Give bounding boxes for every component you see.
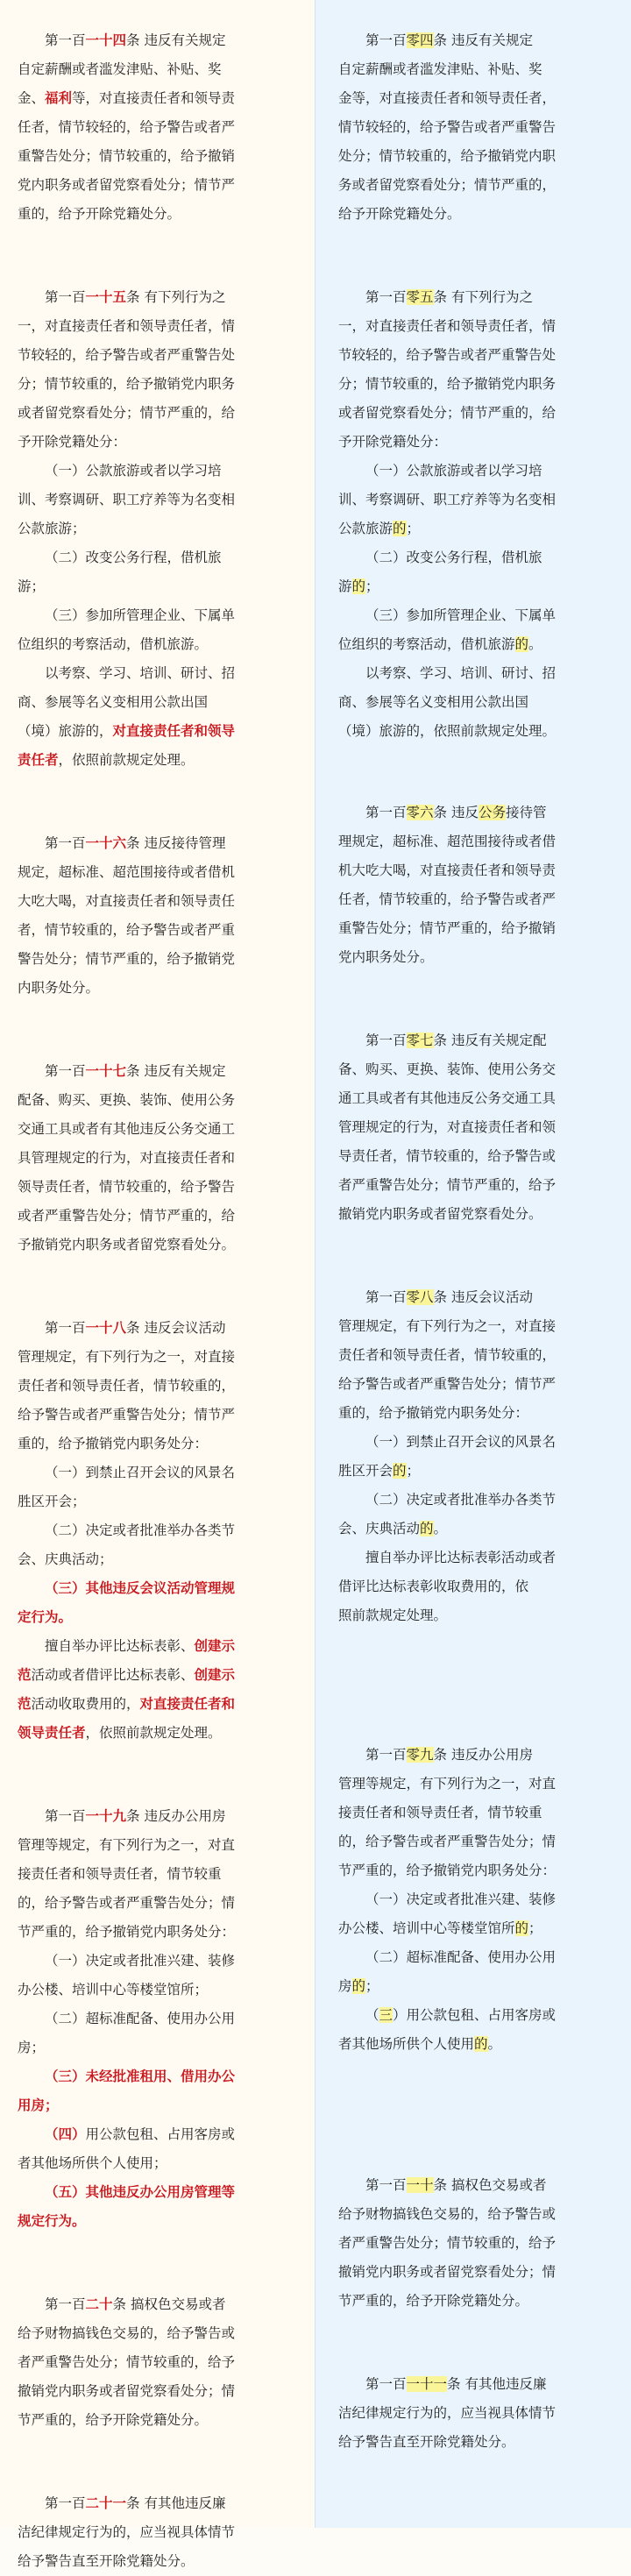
text-line: 商、参展等名义变相用公款出国 — [18, 694, 209, 710]
text-line: 或者严重警告处分；情节严重的，给 — [18, 1208, 236, 1224]
text-line: 游 — [338, 578, 352, 594]
text-line: 节严重的，给予撤销党内职务处分： — [18, 1924, 236, 1940]
article-text — [18, 2290, 294, 2435]
article-text — [338, 1741, 613, 1885]
text-line: 胜区开会 — [338, 1463, 393, 1479]
paragraph — [18, 1632, 294, 1748]
text-line: 管理等规定，有下列行为之一，对直 — [18, 1837, 236, 1853]
article-number: 零七 — [406, 1033, 434, 1048]
list-item — [18, 543, 294, 601]
list-item — [338, 1486, 613, 1543]
highlight: 的 — [514, 636, 529, 652]
text-line: 撤销党内职务或者留党察看处分。 — [338, 1206, 542, 1222]
article-number: 零八 — [406, 1289, 434, 1305]
text-line: 重的，给予开除党籍处分。 — [18, 206, 181, 222]
text-line: 者严重警告处分；情节较重的，给予 — [338, 2235, 557, 2251]
red-text: （三）其他违反会议活动管理规 — [45, 1580, 236, 1596]
article-text — [338, 283, 613, 457]
highlight: 的 — [420, 1521, 434, 1536]
text-line: 等，对直接责任者和领导责 — [72, 90, 236, 106]
text-line: 会、庆典活动 — [338, 1521, 421, 1536]
article-number: 一十 — [406, 2177, 434, 2193]
text-line: 管理规定，有下列行为之一，对直接 — [338, 1318, 557, 1334]
text-line: 以考察、学习、培训、研讨、招 — [365, 665, 557, 681]
text-line: 情节较轻的，给予警告或者严重警告 — [338, 119, 557, 135]
text-line: （境）旅游的，依照前款规定处理。 — [338, 723, 557, 739]
article-prefix: 第一百 — [365, 805, 407, 820]
text-line: 配备、购买、更换、装饰、使用公务 — [18, 1092, 236, 1108]
paragraph — [18, 659, 294, 775]
text-line: 管理规定，有下列行为之一，对直接 — [18, 1349, 236, 1365]
red-text: （五）其他违反办公用房管理等 — [45, 2184, 236, 2200]
red-text: 责任者 — [18, 752, 59, 768]
article-text — [18, 283, 294, 457]
text-line: 给予财物搞钱色交易的，给予警告或 — [18, 2325, 236, 2341]
article-heading: 条 有其他违反廉 — [126, 2495, 226, 2511]
article-text — [18, 2489, 294, 2576]
text-line: 内职务处分。 — [18, 980, 100, 996]
text-line: （二）改变公务行程，借机旅 — [365, 550, 542, 565]
text-line: （ — [365, 2007, 379, 2023]
article-number: 一十八 — [85, 1320, 127, 1336]
text-line: 撤销党内职务或者留党察看处分；情 — [338, 2264, 557, 2280]
text-line: 给予财物搞钱色交易的，给予警告或 — [338, 2206, 557, 2222]
text-line: 务或者留党察看处分；情节严重的， — [338, 177, 557, 193]
text-line: 给予开除党籍处分。 — [338, 206, 461, 222]
text-line: （一）到禁止召开会议的风景名 — [365, 1434, 557, 1450]
article-prefix: 第一百 — [365, 2376, 407, 2392]
text-line: 房 — [338, 1978, 352, 1994]
article-heading: 条 违反接待管理 — [126, 835, 226, 851]
article-number: 零九 — [406, 1747, 434, 1763]
text-line: ； — [528, 1920, 542, 1936]
article-text — [18, 1314, 294, 1458]
text-line: 责任者和领导责任者，情节较重的， — [18, 1378, 236, 1394]
list-item — [18, 2005, 294, 2062]
right-column-old-version — [316, 0, 631, 2528]
text-line: 房； — [18, 2040, 46, 2055]
article-heading: 条 违反办公用房 — [433, 1747, 533, 1763]
article-number: 零五 — [406, 289, 434, 305]
list-item — [18, 1458, 294, 1516]
article-prefix: 第一百 — [45, 1808, 86, 1824]
text-line: 节严重的，给予开除党籍处分。 — [338, 2293, 529, 2309]
article-number: 一十四 — [85, 32, 127, 48]
article-111 — [338, 2370, 613, 2457]
text-line: 大吃大喝，对直接责任者和领导责任 — [18, 893, 236, 909]
text-line: 管理规定的行为，对直接责任者和领 — [338, 1119, 557, 1135]
article-prefix: 第一百 — [365, 1747, 407, 1763]
text-line: 给予警告或者严重警告处分；情节严 — [18, 1407, 236, 1423]
article-prefix: 第一百 — [45, 2495, 86, 2511]
text-line: 责任者和领导责任者，情节较重的， — [338, 1347, 557, 1363]
article-prefix: 第一百 — [45, 1063, 86, 1079]
article-prefix: 第一百 — [45, 2296, 86, 2312]
article-text — [338, 2171, 613, 2316]
article-text — [18, 1057, 294, 1260]
article-text — [338, 1026, 613, 1229]
text-line: 警告处分；情节严重的，给予撤销党 — [18, 951, 236, 967]
highlight: 三 — [379, 2007, 393, 2023]
text-line: 者其他场所供个人使用； — [18, 2155, 167, 2171]
article-heading: 条 违反办公用房 — [126, 1808, 226, 1824]
text-line: ； — [365, 1978, 379, 1994]
text-line: 导责任者，情节较重的，给予警告或 — [338, 1148, 557, 1164]
list-item — [18, 1516, 294, 1574]
text-line: 活动或者借评比达标表彰、 — [31, 1667, 195, 1683]
red-text: （三）未经批准租用、借用办公 — [45, 2069, 236, 2084]
text-line: 规定，超标准、超范围接待或者借机 — [18, 864, 236, 880]
list-item — [338, 2001, 613, 2059]
text-line: 自定薪酬或者滥发津贴、补贴、奖 — [338, 61, 542, 77]
text-line: 者严重警告处分；情节较重的，给予 — [18, 2354, 236, 2370]
highlight: 的 — [474, 2036, 488, 2052]
red-text: 领导责任者 — [18, 1725, 86, 1741]
article-heading: 条 违反有关规定 — [126, 1063, 226, 1079]
article-107 — [338, 1026, 613, 1229]
text-line: （一）到禁止召开会议的风景名 — [45, 1465, 236, 1480]
red-text: 范 — [18, 1667, 32, 1683]
text-line: 胜区开会； — [18, 1494, 86, 1509]
text-line: 公款旅游 — [338, 521, 393, 536]
text-line: （境）旅游的， — [18, 723, 113, 739]
text-line: （三）参加所管理企业、下属单 — [45, 607, 236, 623]
list-item — [338, 1428, 613, 1486]
red-text: 规定行为。 — [18, 2213, 86, 2229]
article-heading: 条 违反有关规定配 — [433, 1033, 547, 1048]
text-line: 给予警告直至开除党籍处分。 — [18, 2553, 195, 2569]
article-heading: 条 搞权色交易或者 — [112, 2296, 226, 2312]
article-number: 零六 — [406, 805, 434, 820]
article-heading: 条 违反会议活动 — [433, 1289, 533, 1305]
highlight: 的 — [393, 1463, 407, 1479]
text-line: 照前款规定处理。 — [338, 1607, 448, 1623]
text-line: 节严重的，给予撤销党内职务处分： — [338, 1863, 557, 1878]
article-prefix: 第一百 — [45, 835, 86, 851]
text-line: 商、参展等名义变相用公款出国 — [338, 694, 529, 710]
red-text: 福利 — [45, 90, 73, 106]
text-line: （二）决定或者批准举办各类节 — [365, 1492, 557, 1508]
article-prefix: 第一百 — [45, 289, 86, 305]
text-line: 管理等规定，有下列行为之一，对直 — [338, 1776, 557, 1792]
article-120 — [18, 2290, 294, 2435]
text-line: 会、庆典活动； — [18, 1551, 113, 1567]
article-text — [338, 2370, 613, 2457]
text-line: 。 — [433, 1521, 448, 1536]
text-line: 具管理规定的行为，对直接责任者和 — [18, 1150, 236, 1166]
text-line: 交通工具或者有其他违反公务交通工 — [18, 1121, 236, 1137]
red-text: 范 — [18, 1696, 32, 1712]
article-heading: 条 违反有关规定 — [126, 32, 226, 48]
article-118 — [18, 1314, 294, 1748]
article-heading: 条 搞权色交易或者 — [433, 2177, 547, 2193]
list-item — [338, 457, 613, 543]
text-line: 位组织的考察活动，借机旅游 — [338, 636, 515, 652]
article-121 — [18, 2489, 294, 2576]
text-line: 借评比达标表彰收取费用的，依 — [338, 1579, 529, 1594]
text-line: 金等，对直接责任者和领导责任者， — [338, 90, 557, 106]
article-119 — [18, 1802, 294, 2236]
highlight: 的 — [514, 1920, 529, 1936]
article-text — [338, 1283, 613, 1428]
text-line: 节较轻的，给予警告或者严重警告处 — [18, 347, 236, 363]
article-116 — [18, 829, 294, 1003]
text-line: （一）公款旅游或者以学习培 — [45, 463, 222, 479]
text-line: 用公款包租、占用客房或 — [85, 2126, 236, 2142]
text-line: 公款旅游； — [18, 521, 86, 536]
article-prefix: 第一百 — [365, 32, 407, 48]
text-line: 处分；情节较重的，给予撤销党内职 — [338, 148, 557, 164]
paragraph — [338, 659, 613, 746]
highlight: 的 — [351, 1978, 366, 1994]
text-line: 位组织的考察活动，借机旅游。 — [18, 636, 209, 652]
text-line: （二）超标准配备、使用办公用 — [45, 2011, 236, 2026]
text-line: 接责任者和领导责任者，情节较重 — [338, 1805, 542, 1820]
text-line: （一）决定或者批准兴建、装修 — [45, 1953, 236, 1969]
article-heading: 条 有其他违反廉 — [447, 2376, 547, 2392]
text-line: 给予警告直至开除党籍处分。 — [338, 2434, 515, 2450]
article-115 — [18, 283, 294, 775]
article-number: 一十七 — [85, 1063, 127, 1079]
text-line: （二）改变公务行程，借机旅 — [45, 550, 222, 565]
text-line: 的，给予警告或者严重警告处分；情 — [338, 1834, 557, 1849]
text-line: 节较轻的，给予警告或者严重警告处 — [338, 347, 557, 363]
left-column-new-version — [0, 0, 316, 2569]
text-line: 予开除党籍处分： — [338, 434, 448, 450]
article-prefix: 第一百 — [365, 1033, 407, 1048]
text-line: 任者，情节较重的，给予警告或者严 — [338, 891, 557, 907]
text-line: 任者，情节较轻的，给予警告或者严 — [18, 119, 236, 135]
text-line: 备、购买、更换、装饰、使用公务交 — [338, 1061, 557, 1077]
text-line: 办公楼、培训中心等楼堂馆所； — [18, 1982, 209, 1998]
list-item-added — [18, 1574, 294, 1632]
red-text: 对直接责任者和 — [139, 1696, 236, 1712]
text-line: 者严重警告处分；情节严重的，给予 — [338, 1177, 557, 1193]
text-line: 的，给予警告或者严重警告处分；情 — [18, 1895, 236, 1911]
list-item — [18, 457, 294, 543]
text-line: 洁纪律规定行为的，应当视具体情节 — [18, 2524, 236, 2540]
article-109 — [338, 1741, 613, 2059]
text-line: （三）参加所管理企业、下属单 — [365, 607, 557, 623]
text-line: 理规定，超标准、超范围接待或者借 — [338, 834, 557, 849]
text-line: ，依照前款规定处理。 — [58, 752, 195, 768]
article-number: 一十五 — [85, 289, 127, 305]
text-line: 。 — [528, 636, 542, 652]
text-line: 党内职务处分。 — [338, 949, 434, 965]
text-line: 节严重的，给予开除党籍处分。 — [18, 2412, 209, 2428]
article-text — [338, 798, 613, 972]
article-110 — [338, 2171, 613, 2316]
article-prefix: 第一百 — [365, 289, 407, 305]
text-line: （二）决定或者批准举办各类节 — [45, 1522, 236, 1538]
red-text: 用房； — [18, 2097, 59, 2113]
text-line: （一）公款旅游或者以学习培 — [365, 463, 542, 479]
text-line: 予开除党籍处分： — [18, 434, 127, 450]
red-text: （四） — [45, 2126, 86, 2142]
highlight: 公务 — [478, 805, 506, 820]
text-line: ； — [365, 578, 379, 594]
article-heading: 条 有下列行为之 — [433, 289, 533, 305]
text-line: 洁纪律规定行为的，应当视具体情节 — [338, 2405, 557, 2421]
highlight: 的 — [351, 578, 366, 594]
article-heading: 条 违反会议活动 — [126, 1320, 226, 1336]
text-line: 撤销党内职务或者留党察看处分；情 — [18, 2383, 236, 2399]
text-line: 金、 — [18, 90, 46, 106]
text-line: 分；情节较重的，给予撤销党内职务 — [338, 376, 557, 392]
text-line: 接待管 — [505, 805, 547, 820]
list-item-added — [18, 2062, 294, 2120]
article-heading: 条 违反有关规定 — [433, 32, 533, 48]
text-line: ，依照前款规定处理。 — [85, 1725, 222, 1741]
text-line: 训、考察调研、职工疗养等为名变相 — [18, 492, 236, 507]
text-line: 机大吃大喝，对直接责任者和领导责 — [338, 862, 557, 878]
text-line: （一）决定或者批准兴建、装修 — [365, 1891, 557, 1907]
text-line: 以考察、学习、培训、研讨、招 — [45, 665, 236, 681]
article-106 — [338, 798, 613, 972]
list-item-added — [18, 2178, 294, 2236]
text-line: 游； — [18, 578, 46, 594]
article-114 — [18, 26, 294, 229]
highlight: 的 — [393, 521, 407, 536]
text-line: 擅自举办评比达标表彰活动或者 — [365, 1550, 557, 1565]
text-line: ； — [406, 521, 421, 536]
list-item — [18, 601, 294, 659]
article-text — [18, 829, 294, 1003]
text-line: 一，对直接责任者和领导责任者，情 — [18, 318, 236, 334]
text-line: 通工具或者有其他违反公务交通工具 — [338, 1090, 557, 1106]
red-text: 对直接责任者和领导 — [112, 723, 236, 739]
text-line: 者其他场所供个人使用 — [338, 2036, 475, 2052]
article-prefix: 第一百 — [45, 1320, 86, 1336]
text-line: 重的，给予撤销党内职务处分： — [338, 1405, 529, 1421]
article-number: 一十六 — [85, 835, 127, 851]
text-line: 重的，给予撤销党内职务处分： — [18, 1436, 209, 1451]
article-heading: 条 有下列行为之 — [126, 289, 226, 305]
text-line: 重警告处分；情节较重的，给予撤销 — [18, 148, 236, 164]
article-prefix: 第一百 — [365, 2177, 407, 2193]
text-line: 重警告处分；情节严重的，给予撤销 — [338, 920, 557, 936]
list-item — [338, 543, 613, 601]
text-line: 接责任者和领导责任者，情节较重 — [18, 1866, 222, 1882]
text-line: 予撤销党内职务或者留党察看处分。 — [18, 1237, 236, 1253]
article-117 — [18, 1057, 294, 1260]
list-item — [338, 601, 613, 659]
list-item — [18, 2120, 294, 2178]
text-line: 或者留党察看处分；情节严重的，给 — [18, 405, 236, 421]
text-line: 领导责任者，情节较重的，给予警告 — [18, 1179, 236, 1195]
article-number: 二十一 — [85, 2495, 127, 2511]
list-item — [338, 1885, 613, 1943]
article-text — [18, 26, 294, 229]
article-text — [18, 1802, 294, 1947]
text-line: ）用公款包租、占用客房或 — [393, 2007, 557, 2023]
text-line: 分；情节较重的，给予撤销党内职务 — [18, 376, 236, 392]
text-line: 一，对直接责任者和领导责任者，情 — [338, 318, 557, 334]
red-text: 定行为。 — [18, 1609, 73, 1625]
paragraph — [338, 1543, 613, 1630]
article-prefix: 第一百 — [365, 1289, 407, 1305]
text-line: 或者留党察看处分；情节严重的，给 — [338, 405, 557, 421]
text-line: ； — [406, 1463, 421, 1479]
text-line: 办公楼、培训中心等楼堂馆所 — [338, 1920, 515, 1936]
text-line: 活动收取费用的， — [31, 1696, 140, 1712]
red-text: 创建示 — [194, 1667, 236, 1683]
article-prefix: 第一百 — [45, 32, 86, 48]
article-108 — [338, 1283, 613, 1630]
text-line: 给予警告或者严重警告处分；情节严 — [338, 1376, 557, 1392]
article-number: 二十 — [85, 2296, 113, 2312]
article-heading: 条 违反 — [433, 805, 479, 820]
text-line: （二）超标准配备、使用办公用 — [365, 1949, 557, 1965]
text-line: 自定薪酬或者滥发津贴、补贴、奖 — [18, 61, 222, 77]
article-104 — [338, 26, 613, 229]
text-line: 擅自举办评比达标表彰、 — [45, 1638, 195, 1654]
article-105 — [338, 283, 613, 746]
article-number: 一十一 — [406, 2376, 448, 2392]
article-number: 一十九 — [85, 1808, 127, 1824]
text-line: 者，情节较重的，给予警告或者严重 — [18, 922, 236, 938]
list-item — [338, 1943, 613, 2001]
article-number: 零四 — [406, 32, 434, 48]
text-line: 。 — [487, 2036, 502, 2052]
article-text — [338, 26, 613, 229]
text-line: 党内职务或者留党察看处分；情节严 — [18, 177, 236, 193]
text-line: 训、考察调研、职工疗养等为名变相 — [338, 492, 557, 507]
red-text: 创建示 — [194, 1638, 236, 1654]
list-item — [18, 1947, 294, 2005]
